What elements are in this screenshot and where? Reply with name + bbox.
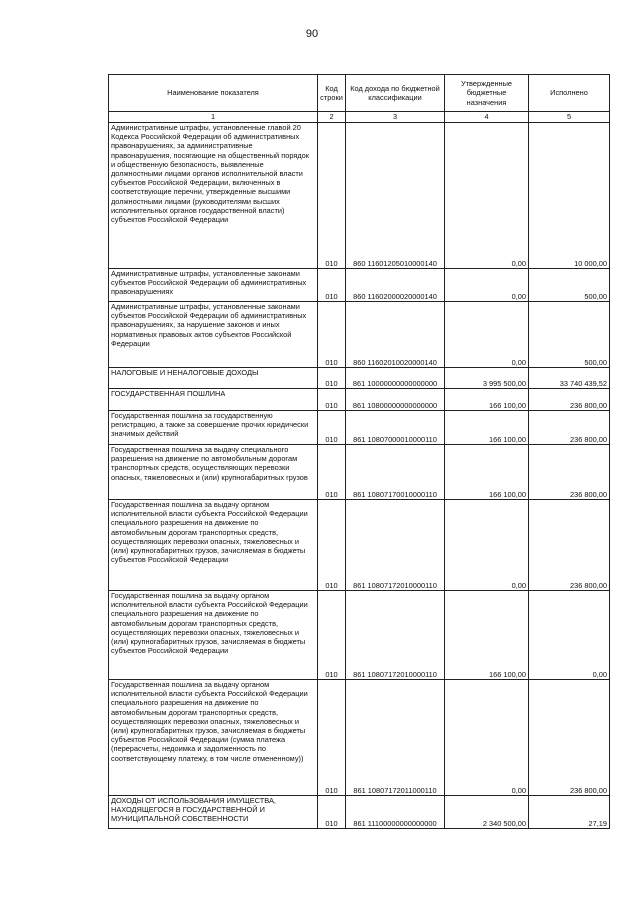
header-executed: Исполнено: [529, 75, 610, 112]
table-row: [109, 302, 610, 368]
row-name: Государственная пошлина за выдачу органом исполнительной власти субъекта Российской Федерации специального разрешения на движение по автомобильным дорогам транспортных средств, осуществляющих перевозки опасных, тяжеловесных и (или) крупногабаритных грузов, зачисляемая в бюджеты субъектов Российской Федерации: [109, 591, 318, 680]
row-approved: 166 100,00: [445, 591, 529, 680]
row-code: 010: [318, 591, 346, 680]
row-name: Административные штрафы, установленные главой 20 Кодекса Российской Федерации об административных правонарушениях, за административные правонарушения, посягающие на общественный порядок и общественную безопасность, выявленные должностными лицами органов исполнительной власти субъектов Российской Федерации, включенных в соответствующие перечни, утвержденные высшими должностными лицами (руководителями высших исполнительных органов государственной власти) субъектов Российской Федерации: [109, 123, 318, 269]
column-index: 3: [346, 112, 445, 123]
row-executed: 500,00: [529, 269, 610, 302]
page-number: 90: [305, 28, 319, 40]
row-kbk: 861 10807170010000110: [346, 445, 445, 500]
row-executed: 27,19: [529, 796, 610, 829]
table-row: [109, 368, 610, 389]
row-approved: 0,00: [445, 123, 529, 269]
row-approved: 0,00: [445, 680, 529, 796]
row-name: Государственная пошлина за государственную регистрацию, а также за совершение прочих юридически значимых действий: [109, 411, 318, 445]
table-row: [109, 680, 610, 796]
row-code: 010: [318, 302, 346, 368]
row-approved: 166 100,00: [445, 411, 529, 445]
row-code: 010: [318, 389, 346, 411]
column-index-row: [109, 112, 610, 123]
row-kbk: 861 10800000000000000: [346, 389, 445, 411]
header-row: [109, 75, 610, 112]
row-kbk: 860 11602000020000140: [346, 269, 445, 302]
header-code: Код строки: [318, 75, 346, 112]
row-name: Административные штрафы, установленные законами субъектов Российской Федерации об административных правонарушениях: [109, 269, 318, 302]
table-row: [109, 796, 610, 829]
row-executed: 10 000,00: [529, 123, 610, 269]
row-executed: 236 800,00: [529, 411, 610, 445]
row-kbk: 861 10807172010000110: [346, 591, 445, 680]
header-kbk: Код дохода по бюджетной классификации: [346, 75, 445, 112]
column-index: 1: [109, 112, 318, 123]
table-row: [109, 591, 610, 680]
row-approved: 3 995 500,00: [445, 368, 529, 389]
row-executed: 0,00: [529, 591, 610, 680]
row-name: ГОСУДАРСТВЕННАЯ ПОШЛИНА: [109, 389, 318, 411]
budget-execution-table: [108, 74, 610, 829]
table-row: [109, 411, 610, 445]
row-kbk: 860 11602010020000140: [346, 302, 445, 368]
row-executed: 236 800,00: [529, 389, 610, 411]
row-kbk: 861 10807000010000110: [346, 411, 445, 445]
row-name: Государственная пошлина за выдачу органом исполнительной власти субъекта Российской Федерации специального разрешения на движение по автомобильным дорогам транспортных средств, осуществляющих перевозки опасных, тяжеловесных и (или) крупногабаритных грузов, зачисляемая в бюджеты субъектов Российской Федерации (сумма платежа (перерасчеты, недоимка и задолженность по соответствующему платежу, в том числе отмененному)): [109, 680, 318, 796]
row-code: 010: [318, 123, 346, 269]
row-kbk: 861 11100000000000000: [346, 796, 445, 829]
row-approved: 0,00: [445, 302, 529, 368]
row-name: Государственная пошлина за выдачу специального разрешения на движение по автомобильным дорогам транспортных средств, осуществляющих перевозки опасных, тяжеловесных и (или) крупногабаритных грузов: [109, 445, 318, 500]
row-name: ДОХОДЫ ОТ ИСПОЛЬЗОВАНИЯ ИМУЩЕСТВА, НАХОДЯЩЕГОСЯ В ГОСУДАРСТВЕННОЙ И МУНИЦИПАЛЬНОЙ СОБСТВЕННОСТИ: [109, 796, 318, 829]
row-code: 010: [318, 368, 346, 389]
column-index: 5: [529, 112, 610, 123]
row-approved: 2 340 500,00: [445, 796, 529, 829]
table-row: [109, 500, 610, 591]
row-kbk: 861 10000000000000000: [346, 368, 445, 389]
row-kbk: 860 11601205010000140: [346, 123, 445, 269]
row-name: Государственная пошлина за выдачу органом исполнительной власти субъекта Российской Федерации специального разрешения на движение по автомобильным дорогам транспортных средств, осуществляющих перевозки опасных, тяжеловесных и (или) крупногабаритных грузов, зачисляемая в бюджеты субъектов Российской Федерации: [109, 500, 318, 591]
table-row: [109, 123, 610, 269]
column-index: 4: [445, 112, 529, 123]
row-code: 010: [318, 500, 346, 591]
row-executed: 236 800,00: [529, 445, 610, 500]
row-code: 010: [318, 269, 346, 302]
row-kbk: 861 10807172011000110: [346, 680, 445, 796]
row-code: 010: [318, 445, 346, 500]
table-row: [109, 269, 610, 302]
row-executed: 33 740 439,52: [529, 368, 610, 389]
row-code: 010: [318, 680, 346, 796]
row-approved: 166 100,00: [445, 445, 529, 500]
row-name: Административные штрафы, установленные законами субъектов Российской Федерации об административных правонарушениях, за нарушение законов и иных нормативных правовых актов субъектов Российской Федерации: [109, 302, 318, 368]
row-executed: 236 800,00: [529, 500, 610, 591]
column-index: 2: [318, 112, 346, 123]
row-code: 010: [318, 796, 346, 829]
row-name: НАЛОГОВЫЕ И НЕНАЛОГОВЫЕ ДОХОДЫ: [109, 368, 318, 389]
table-row: [109, 445, 610, 500]
row-approved: 0,00: [445, 269, 529, 302]
row-kbk: 861 10807172010000110: [346, 500, 445, 591]
table-row: [109, 389, 610, 411]
header-approved: Утвержденные бюджетные назначения: [445, 75, 529, 112]
row-executed: 236 800,00: [529, 680, 610, 796]
row-executed: 500,00: [529, 302, 610, 368]
header-name: Наименование показателя: [109, 75, 318, 112]
row-approved: 166 100,00: [445, 389, 529, 411]
row-approved: 0,00: [445, 500, 529, 591]
row-code: 010: [318, 411, 346, 445]
